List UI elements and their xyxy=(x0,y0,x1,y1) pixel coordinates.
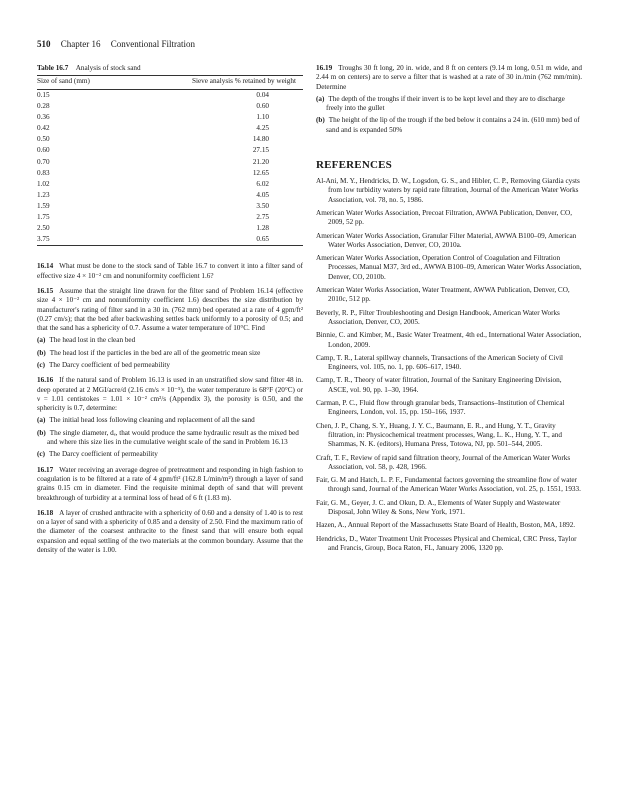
reference-list xyxy=(316,177,582,553)
table-row xyxy=(37,179,303,190)
problem-statement xyxy=(37,376,303,413)
subitem-text: The initial head loss following cleaning and replacement of all the sand xyxy=(49,416,255,425)
chapter-title: Conventional Filtration xyxy=(110,39,195,49)
problem-subitem xyxy=(316,95,582,114)
subitem-text: The Darcy coefficient of permeability xyxy=(48,450,158,459)
sand-size-cell: 1.02 xyxy=(37,179,50,188)
problem-text: Troughs 30 ft long, 20 in. wide, and 8 ft on centers (9.14 m long, 0.51 m wide, and 2.44 m on centers) are to serve a filter that is washed at a rate of 30 in./min (762 mm/min). Determine xyxy=(316,64,582,91)
problem-subitem xyxy=(37,450,303,459)
subitem-label: (a) xyxy=(37,416,46,425)
subitem-label: (c) xyxy=(37,360,45,369)
table-label: Table 16.7 xyxy=(37,64,69,72)
retained-cell: 4.25 xyxy=(256,124,269,133)
subitem-text: The head lost in the clean bed xyxy=(49,336,136,345)
table-row xyxy=(37,90,303,102)
problem-number: 16.16 xyxy=(37,376,54,385)
problem-statement xyxy=(37,287,303,333)
left-column xyxy=(37,64,303,555)
reference-entry: American Water Works Association, Granular Filter Material, AWWA B100–09, American Water Works Association, Denver, CO, 2010a. xyxy=(316,231,577,249)
problem-number: 16.15 xyxy=(37,286,54,295)
problem-text: Assume that the straight line drawn for the filter sand of Problem 16.14 (effective size 4 × 10⁻² cm and nonuniformity coefficient 1.6) describes the size distribution by manufacturer's rating of filter sand in a 30 in. (762 mm) bed operated at a rate of 4 gpm/ft² (0.27 cm/s); that the bed after backwashing settles back uniformly to a porosity of 0.5; and that the sand has a sphericity of 0.7. Assume a water temperature of 10°C. Find xyxy=(37,286,303,333)
running-header xyxy=(37,39,195,49)
problem-subitem xyxy=(37,336,303,345)
sand-size-cell: 2.50 xyxy=(37,224,50,233)
reference-entry: Binnie, C. and Kimber, M., Basic Water Treatment, 4th ed., International Water Association, London, 2009. xyxy=(316,331,582,349)
sand-size-cell: 0.70 xyxy=(37,157,50,166)
problem-number: 16.18 xyxy=(37,508,54,517)
stock-sand-table xyxy=(37,75,303,246)
sand-size-cell: 0.60 xyxy=(37,146,50,155)
chapter-label: Chapter 16 xyxy=(60,39,101,49)
subitem-text: The single diameter, dₑ, that would produce the same hydraulic result as the mixed bed and where this size lies in the cumulative weight scale of the sand in Problem 16.13 xyxy=(47,428,299,447)
sand-size-cell: 0.15 xyxy=(37,91,50,99)
subitem-text: The head lost if the particles in the bed are all of the geometric mean size xyxy=(49,348,261,357)
subitem-text: The Darcy coefficient of bed permeability xyxy=(48,360,170,369)
problem-statement xyxy=(37,466,303,503)
table-row xyxy=(37,223,303,234)
table-row xyxy=(37,134,303,145)
retained-cell: 4.05 xyxy=(256,190,269,199)
table-row xyxy=(37,157,303,168)
sand-size-cell: 1.59 xyxy=(37,201,50,210)
retained-cell: 1.10 xyxy=(256,113,269,122)
subitem-label: (a) xyxy=(37,336,46,345)
retained-cell: 6.02 xyxy=(256,179,269,188)
problem-number: 16.17 xyxy=(37,465,54,474)
reference-entry: American Water Works Association, Operation Control of Coagulation and Filtration Processes, Manual M37, 3rd ed., AWWA B100–09, American Water Works Association, Denver, CO, 2010b. xyxy=(316,254,582,281)
table-row xyxy=(37,168,303,179)
retained-cell: 3.50 xyxy=(256,201,269,210)
reference-entry: Fair, G. M and Hatch, L. P. F., Fundamental factors governing the streamline flow of water through sand, Journal of the American Water Works Association, vol. 25, p. 1551, 1933. xyxy=(316,476,581,494)
retained-cell: 21.20 xyxy=(252,157,269,166)
sand-size-cell: 0.83 xyxy=(37,168,50,177)
sand-size-cell: 0.50 xyxy=(37,135,50,144)
right-column xyxy=(316,64,582,557)
retained-cell: 12.65 xyxy=(252,168,269,177)
retained-cell: 2.75 xyxy=(256,213,269,222)
reference-entry: Camp, T. R., Theory of water filtration, Journal of the Sanitary Engineering Division, ASCE, vol. 90, pp. 1–30, 1964. xyxy=(316,376,562,394)
table-row xyxy=(37,145,303,156)
table-row xyxy=(37,112,303,123)
problem-statement xyxy=(316,64,582,92)
reference-entry: Al-Ani, M. Y., Hendricks, D. W., Logsdon, G. S., and Hibler, C. P., Removing Giardia cysts from low turbidity waters by rapid rate filtration, Journal of the American Water Works Association, vol. 78, no. 5, 1986. xyxy=(316,177,580,204)
problem-subitem xyxy=(37,429,303,448)
table-title: Analysis of stock sand xyxy=(75,64,141,72)
sand-size-cell: 0.28 xyxy=(37,102,50,111)
problem-text: A layer of crushed anthracite with a sphericity of 0.60 and a density of 1.40 is to rest on a layer of sand with a sphericity of 0.85 and a density of 2.50. Find the maximum ratio of the diameter of the coarsest anthracite to the finest sand that will ensure both equal expansion and equal settling of the two materials at the common boundary. Assume that the density of the water is 1.00. xyxy=(37,508,303,555)
reference-entry: Carman, P. C., Fluid flow through granular beds, Transactions–Institution of Chemical Engineers, London, vol. 15, pp. 150–166, 1937. xyxy=(316,399,565,417)
problem-text: If the natural sand of Problem 16.13 is used in an unstratified slow sand filter 48 in. deep operated at 2 MGI/acre/d (2.16 cm/s × 10⁻⁵), the water temperature is 68°F (20°C) or ν = 1.01 centistokes = 1.01 × 10⁻² cm²/s (Appendix 3), the porosity is 0.50, and the sphericity is 0.7, determine: xyxy=(37,376,303,413)
sand-size-cell: 3.75 xyxy=(37,234,185,246)
problem-number: 16.14 xyxy=(37,262,54,271)
retained-cell: 0.60 xyxy=(256,102,269,111)
table-row xyxy=(37,201,303,212)
problem-statement xyxy=(37,509,303,555)
table-row xyxy=(37,190,303,201)
problem-text: What must be done to the stock sand of Table 16.7 to convert it into a filter sand of effective size 4 × 10⁻² cm and nonuniformity coefficient 1.6? xyxy=(37,262,303,280)
reference-entry: Chen, J. P., Chang, S. Y., Huang, J. Y. C., Baumann, E. R., and Hung, Y. T., Gravity filtration, in: Physicochemical treatment processes, Wang, L. K., Hung, Y. T., and Shammas, N. K. (editors), Humana Press, Totowa, NJ, pp. 501–544, 2005. xyxy=(316,421,562,449)
reference-entry: Hendricks, D., Water Treatment Unit Processes Physical and Chemical, CRC Press, Taylor and Francis, Group, Boca Raton, FL, January 2006, 1320 pp. xyxy=(316,534,577,552)
retained-cell: 0.04 xyxy=(256,91,269,99)
problem-subitem xyxy=(37,416,303,425)
subitem-label: (c) xyxy=(37,450,45,459)
subitem-label: (a) xyxy=(316,94,325,103)
reference-entry: Camp, T. R., Lateral spillway channels, Transactions of the American Society of Civil Engineers, vol. 105, no. 1, pp. 606–617, 1940. xyxy=(316,353,564,372)
retained-cell: 0.65 xyxy=(185,234,303,246)
table-row xyxy=(37,212,303,223)
reference-entry: American Water Works Association, Water Treatment, AWWA Publication, Denver, CO, 2010c, 512 pp. xyxy=(316,286,570,304)
problem-text: Water receiving an average degree of pretreatment and responding in high fashion to coagulation is to be filtered at a rate of 4 gpm/ft² (162.8 L/min/m²) through a layer of sand grains 0.15 cm in diameter. Find the requisite minimal depth of sand that will prevent breakthrough of turbidity at a terminal loss of head of 6 ft (1.83 m). xyxy=(37,465,303,502)
sand-size-cell: 0.36 xyxy=(37,113,50,122)
references-heading: REFERENCES xyxy=(316,159,392,172)
retained-cell: 1.28 xyxy=(256,224,269,233)
column-header-retained: Sieve analysis % retained by weight xyxy=(192,77,296,85)
subitem-label: (b) xyxy=(316,116,325,125)
retained-cell: 27.15 xyxy=(252,146,269,155)
table-row xyxy=(37,234,303,246)
problem-subitem xyxy=(37,349,303,358)
column-header-size: Size of sand (mm) xyxy=(37,77,90,85)
sand-size-cell: 0.42 xyxy=(37,124,50,133)
sand-size-cell: 1.75 xyxy=(37,213,50,222)
problem-subitem xyxy=(316,116,582,135)
reference-entry: Fair, G. M., Geyer, J. C. and Okun, D. A., Elements of Water Supply and Wastewater Disposal, John Wiley & Sons, New York, 1971. xyxy=(316,498,561,516)
reference-entry: American Water Works Association, Precoat Filtration, AWWA Publication, Denver, CO, 2009, 52 pp. xyxy=(316,208,573,227)
table-caption xyxy=(37,64,303,72)
problem-16-19 xyxy=(316,64,582,135)
table-row xyxy=(37,123,303,134)
problem-list xyxy=(37,262,303,555)
problem-number: 16.19 xyxy=(316,64,333,72)
subitem-label: (b) xyxy=(37,348,46,357)
reference-entry: Craft, T. F., Review of rapid sand filtration theory, Journal of the American Water Works Association, vol. 58, p. 428, 1966. xyxy=(316,453,571,471)
reference-entry: Beverly, R. P., Filter Troubleshooting and Design Handbook, American Water Works Association, Denver, CO, 2005. xyxy=(316,308,560,326)
subitem-label: (b) xyxy=(37,428,46,437)
subitem-text: The depth of the troughs if their invert is to be kept level and they are to discharge freely into the gullet xyxy=(326,94,565,113)
problem-statement xyxy=(37,262,303,281)
retained-cell: 14.80 xyxy=(252,135,269,144)
page-number: 510 xyxy=(37,39,51,49)
problem-subitem xyxy=(37,361,303,370)
table-row xyxy=(37,101,303,112)
sand-size-cell: 1.23 xyxy=(37,190,50,199)
reference-entry: Hazen, A., Annual Report of the Massachusetts State Board of Health, Boston, MA, 1892. xyxy=(316,521,576,530)
subitem-text: The height of the lip of the trough if the bed below it contains a 24 in. (610 mm) bed of sand and is expanded 50% xyxy=(326,116,580,134)
